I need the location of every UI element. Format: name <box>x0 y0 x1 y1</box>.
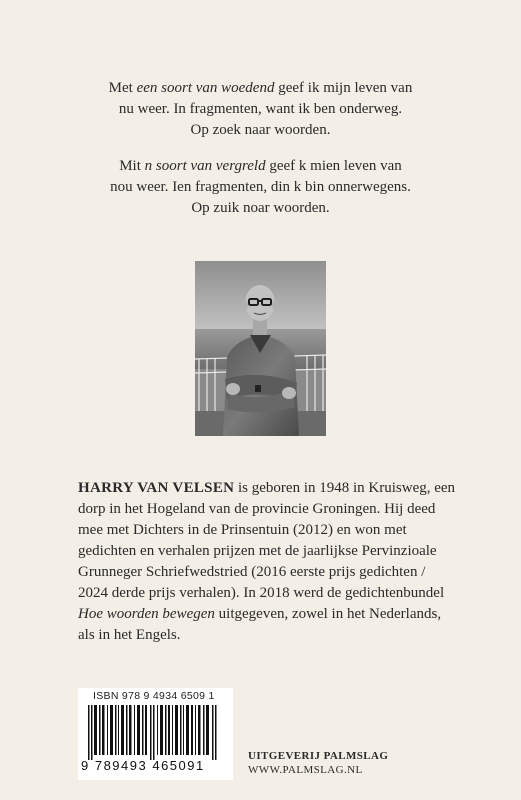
author-bio <box>78 478 458 646</box>
intro-groningen-line-1-pre: Mit <box>119 158 145 174</box>
author-photo-illustration <box>195 261 326 436</box>
barcode-bars <box>84 705 227 760</box>
intro-dutch <box>0 78 521 141</box>
author-bio-paragraph <box>78 478 458 646</box>
author-photo <box>195 261 326 436</box>
author-bio-text-2: uitgegeven, zowel in het Nederlands, als in het Engels. <box>78 606 442 643</box>
publisher-website: WWW.PALMSLAG.NL <box>248 764 363 776</box>
intro-dutch-line-2: nu weer. In fragmenten, want ik ben onderweg. <box>118 101 403 117</box>
intro-groningen-line-3: Op zuik noar woorden. <box>191 200 330 216</box>
publisher-name: UITGEVERIJ PALMSLAG <box>248 750 389 762</box>
intro-dutch-line-1 <box>0 78 521 99</box>
ean-digits: 9 789493 465091 <box>81 758 205 773</box>
author-bio-text-1: is geboren in 1948 in Kruisweg, een dorp in het Hogeland van de provincie Groningen. Hij deed mee met Dichters in de Prinsentuin (2012) en won met gedichten en verhalen prijzen met de jaarlijkse Pervinzioale Grunneger Schriefwedstried (2016 eerste prijs gedichten / 2024 derde prijs verhalen). In 2018 werd de gedichtenbundel <box>78 480 456 601</box>
intro-dutch-line-1-pre: Met <box>108 80 137 96</box>
intro-groningen-italic-phrase: n soort van vergreld <box>144 158 266 174</box>
book-title: Hoe woorden bewegen <box>78 606 215 622</box>
intro-dutch-italic-phrase: een soort van woedend <box>136 80 275 96</box>
intro-groningen-line-1 <box>0 156 521 177</box>
intro-dutch-line-3: Op zoek naar woorden. <box>190 122 331 138</box>
intro-groningen-line-1-post: geef k mien leven van <box>265 158 402 174</box>
isbn-label: ISBN 978 9 4934 6509 1 <box>93 690 215 702</box>
publisher-block <box>248 749 388 777</box>
intro-dutch-line-1-post: geef ik mijn leven van <box>274 80 413 96</box>
author-name: HARRY VAN VELSEN <box>78 480 235 496</box>
isbn-barcode <box>78 688 233 780</box>
intro-groningen-line-2: nou weer. Ien fragmenten, din k bin onnerwegens. <box>110 179 411 195</box>
intro-groningen <box>0 156 521 219</box>
